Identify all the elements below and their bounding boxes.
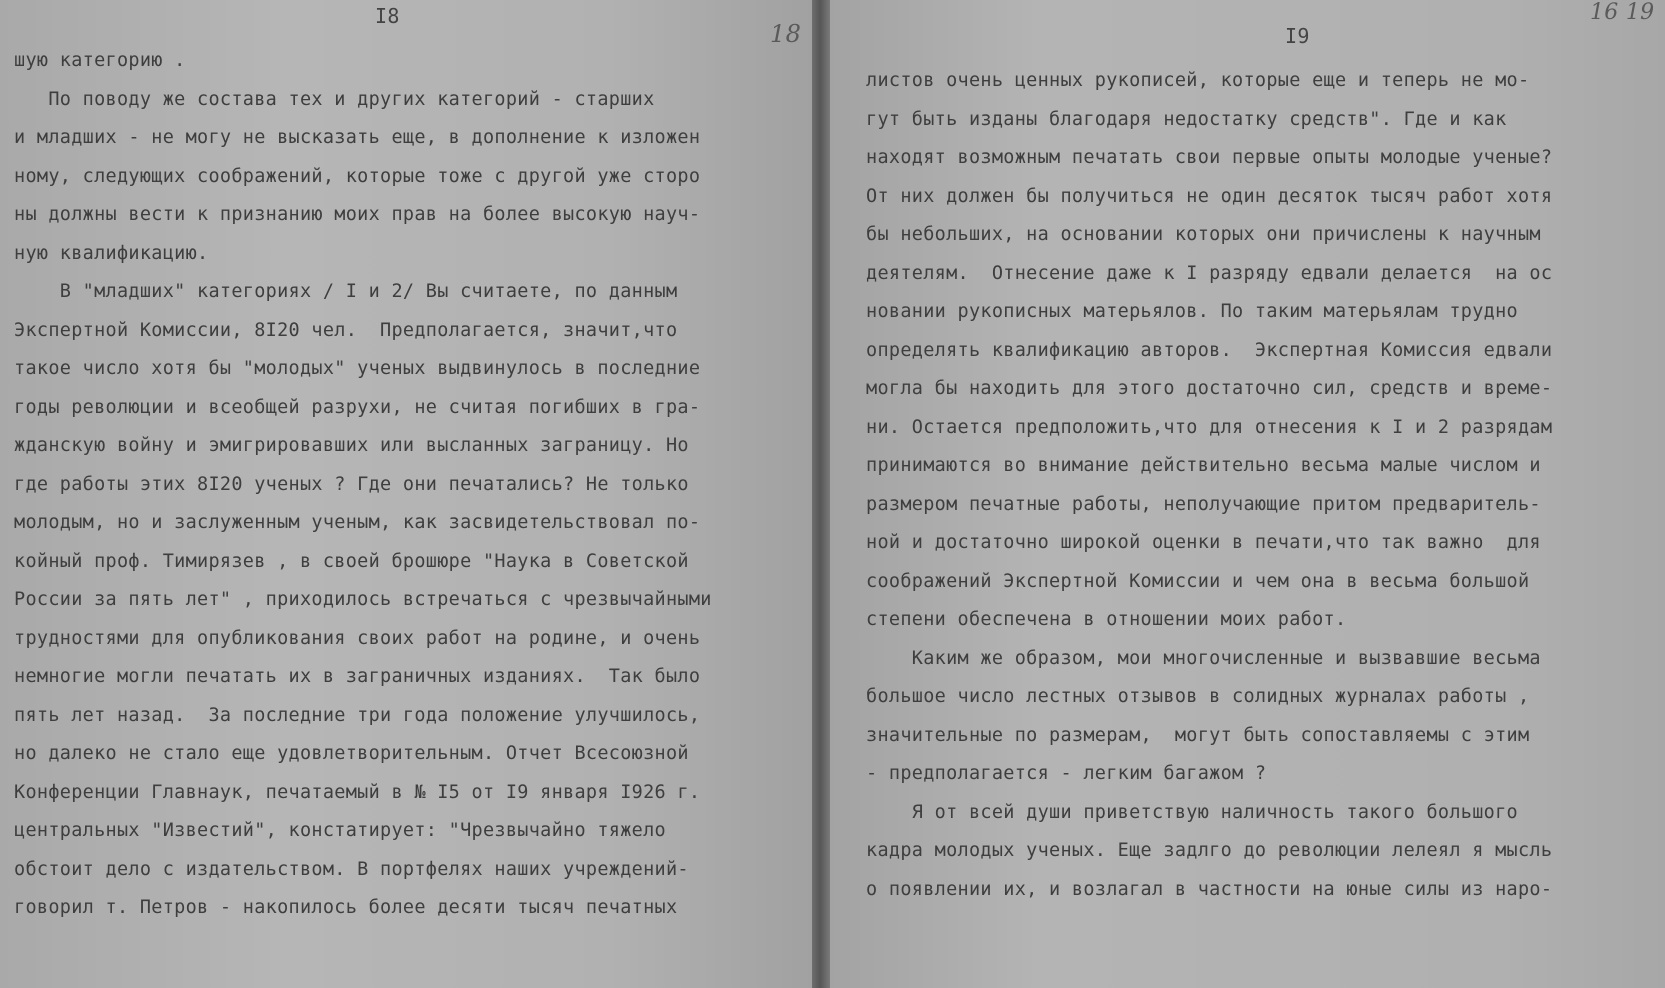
text-line: пять лет назад. За последние три года положение улучшилось, [14,704,701,726]
text-line: От них должен бы получиться не один десяток тысяч работ хотя [866,185,1553,207]
text-line: Каким же образом, мои многочисленные и вызвавшие весьма [866,647,1541,669]
text-line: говорил т. Петров - накопилось более десяти тысяч печатных [14,897,678,918]
text-line: центральных "Известий", констатирует: "Чрезвычайно тяжело [14,820,666,841]
text-line: гут быть изданы благодаря недостатку средств". Где и как [866,108,1507,130]
text-line: молодым, но и заслуженным ученым, как засвидетельствовал по- [14,512,701,533]
text-line: России за пять лет" , приходилось встречаться с чрезвычайными [14,589,712,610]
text-line: бы небольших, на основании которых они причислены к научным [866,224,1541,245]
left-page [0,0,812,988]
text-line: находят возможным печатать свои первые опыты молодые ученые? [866,147,1553,168]
text-line: койный проф. Тимирязев , в своей брошюре "Наука в Советской [14,550,689,572]
text-line: ни. Остается предположить,что для отнесения к I и 2 разрядам [866,416,1553,438]
text-line: определять квалификацию авторов. Экспертная Комиссия едвали [866,339,1553,361]
text-line: но далеко не стало еще удовлетворительным. Отчет Всесоюзной [14,743,689,764]
text-line: ную квалификацию. [14,242,209,264]
text-line: размером печатные работы, неполучающие притом предваритель- [866,493,1541,515]
page-text [866,62,1665,909]
page-number: I9 [1285,24,1310,48]
text-line: степени обеспечена в отношении моих работ. [866,609,1347,630]
page-text [14,42,812,928]
text-line: В "младших" категориях / I и 2/ Вы считаете, по данным [14,281,678,302]
text-line: ны должны вести к признанию моих прав на более высокую науч- [14,204,701,225]
text-line: кадра молодых ученых. Еще задлго до революции лелеял я мысль [866,840,1553,861]
text-line: значительные по размерам, могут быть сопоставляемы с этим [866,724,1530,746]
text-line: - предполагается - легким багажом ? [866,763,1267,784]
text-line: такое число хотя бы "молодых" ученых выдвинулось в последние [14,358,701,379]
text-line: ному, следующих соображений, которые тоже с другой уже сторо [14,165,701,187]
text-line: листов очень ценных рукописей, которые еще и теперь не мо- [866,70,1530,91]
text-line: новании рукописных матерьялов. По таким матерьялам трудно [866,301,1518,322]
text-line: обстоит дело с издательством. В портфелях наших учреждений- [14,858,689,880]
page-number: I8 [375,4,400,28]
text-line: где работы этих 8I20 ученых ? Где они печатались? Не только [14,473,689,495]
right-page [830,0,1665,988]
text-line: могла бы находить для этого достаточно сил, средств и време- [866,378,1553,399]
text-line: и младших - не могу не высказать еще, в дополнение к изложен [14,127,701,148]
text-line: годы революции и всеобщей разрухи, не считая погибших в гра- [14,396,701,418]
text-line: Конференции Главнаук, печатаемый в № I5 от I9 января I926 г. [14,781,701,803]
text-line: По поводу же состава тех и других категорий - старших [14,88,655,110]
text-line: шую категорию . [14,50,186,71]
book-gutter [812,0,830,988]
text-line: деятелям. Отнесение даже к I разряду едвали делается на ос [866,262,1553,284]
text-line: большое число лестных отзывов в солидных журналах работы , [866,686,1530,707]
text-line: трудностями для опубликования своих работ на родине, и очень [14,627,701,649]
text-line: Экспертной Комиссии, 8I20 чел. Предполагается, значит,что [14,319,678,341]
archive-folio-mark: 16 19 [1590,0,1655,25]
text-line: соображений Экспертной Комиссии и чем она в весьма большой [866,570,1530,592]
text-line: ной и достаточно широкой оценки в печати,что так важно для [866,532,1541,553]
text-line: Я от всей души приветствую наличность такого большого [866,801,1518,823]
text-line: жданскую войну и эмигрировавших или высланных заграницу. Но [14,435,689,456]
text-line: принимаются во внимание действительно весьма малые числом и [866,455,1541,476]
text-line: о появлении их, и возлагал в частности на юные силы из наро- [866,878,1553,900]
archive-folio-mark: 18 [770,20,802,48]
text-line: немногие могли печатать их в заграничных изданиях. Так было [14,666,701,687]
